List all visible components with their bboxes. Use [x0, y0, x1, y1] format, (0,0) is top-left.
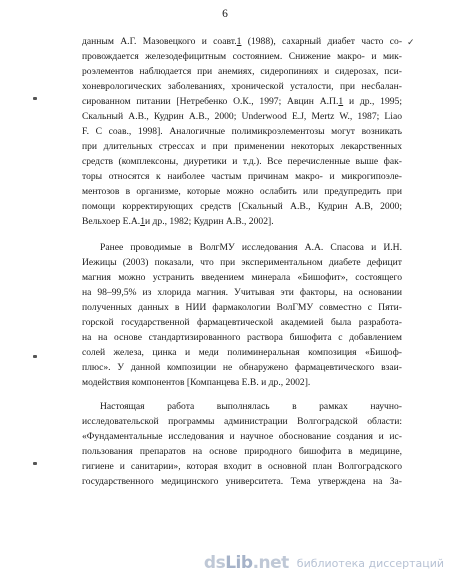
- text-line: государственного медицинского университета. Тема утверждена на За-: [82, 476, 402, 487]
- checkmark-icon: ✓: [407, 37, 415, 47]
- text-line: при длительных стрессах и при применении некоторых лекарственных: [82, 141, 402, 152]
- text-line: модействия компонентов [Компанцева Е.В. и др., 2002].: [82, 377, 311, 388]
- scan-speck: [33, 97, 37, 100]
- text-line: торы относятся к наиболее частым причинам макро- и микрогипоэле-: [82, 171, 402, 182]
- text-line: Вельхоер Е.А.1и др., 1982; Кудрин А.В., 2002].: [82, 216, 274, 227]
- text-line: Настоящая работа выполнялась в рамках научно-: [100, 401, 402, 412]
- text-line: ментозов в организме, которые можно ослабить или предупредить при: [82, 186, 402, 197]
- page-number: 6: [222, 8, 228, 20]
- watermark: [204, 553, 444, 573]
- scan-speck: [33, 462, 37, 465]
- text-line: хоневрологических заболеваниях, хронической усталости, при несбалан-: [82, 81, 402, 92]
- text-line: помощи корректирующих средств [Скальный А.В., Кудрин А.В, 2000;: [82, 201, 402, 212]
- watermark-subtitle: библиотека диссертаций: [296, 556, 444, 570]
- text-line: полученных данных в НИИ фармакологии ВолГМУ совместно с Пяти-: [82, 302, 402, 313]
- text-line: сированном питании [Нетребенко О.К., 1997; Авцин А.П.1 и др., 1995;: [82, 96, 403, 107]
- text-line: исследовательской программы администрации Волгоградской области:: [82, 416, 402, 427]
- scan-speck: [33, 355, 37, 358]
- text-line: пользования препаратов на основе природного бишофита в медицине,: [82, 446, 402, 457]
- text-line: средств (комплексоны, диуретики и т.д.). Все перечисленные выше фак-: [82, 156, 402, 167]
- text-line: гигиене и санитарии», которая входит в основной план Волгоградского: [82, 461, 402, 472]
- text-line: на 98–99,5% из хлорида магния. Учитывая эти факторы, на основании: [82, 287, 402, 298]
- text-line: плюс». У данной композиции не обнаружено фармацевтического взаи-: [82, 362, 402, 373]
- text-line: роэлементов наблюдается при анемиях, сидеропиниях и сидерозах, пси-: [82, 66, 402, 77]
- text-line: Иежицы (2003) показали, что при экспериментальном диабете дефицит: [82, 257, 402, 268]
- text-line: «Фундаментальные исследования и научное обоснование создания и ис-: [82, 431, 402, 442]
- text-line: Скальный А.В., Кудрин А.В., 2000; Underwood E.J, Mertz W., 1987; Liao: [82, 111, 402, 122]
- text-line: магния можно устранить введением минерала «Бишофит», состоящего: [82, 272, 402, 283]
- text-line: горской государственной фармацевтической академией была разработа-: [82, 317, 402, 328]
- watermark-logo: dsLib.net: [203, 553, 289, 573]
- text-line: на на основе стандартизированного раствора бишофита с добавлением: [82, 332, 402, 343]
- text-line: Ранее проводимые в ВолгМУ исследования А.А. Спасова и И.Н.: [100, 242, 402, 253]
- text-line: солей железа, цинка и меди полиминеральная композиция «Бишоф-: [82, 347, 402, 358]
- text-line: данным А.Г. Мазовецкого и соавт.1 (1988), сахарный диабет часто со-: [82, 36, 403, 47]
- text-line: F. C соав., 1998]. Аналогичные полимикроэлементозы могут возникать: [82, 126, 402, 137]
- text-line: провождается железодефицитным состоянием. Снижение макро- и мик-: [82, 51, 402, 62]
